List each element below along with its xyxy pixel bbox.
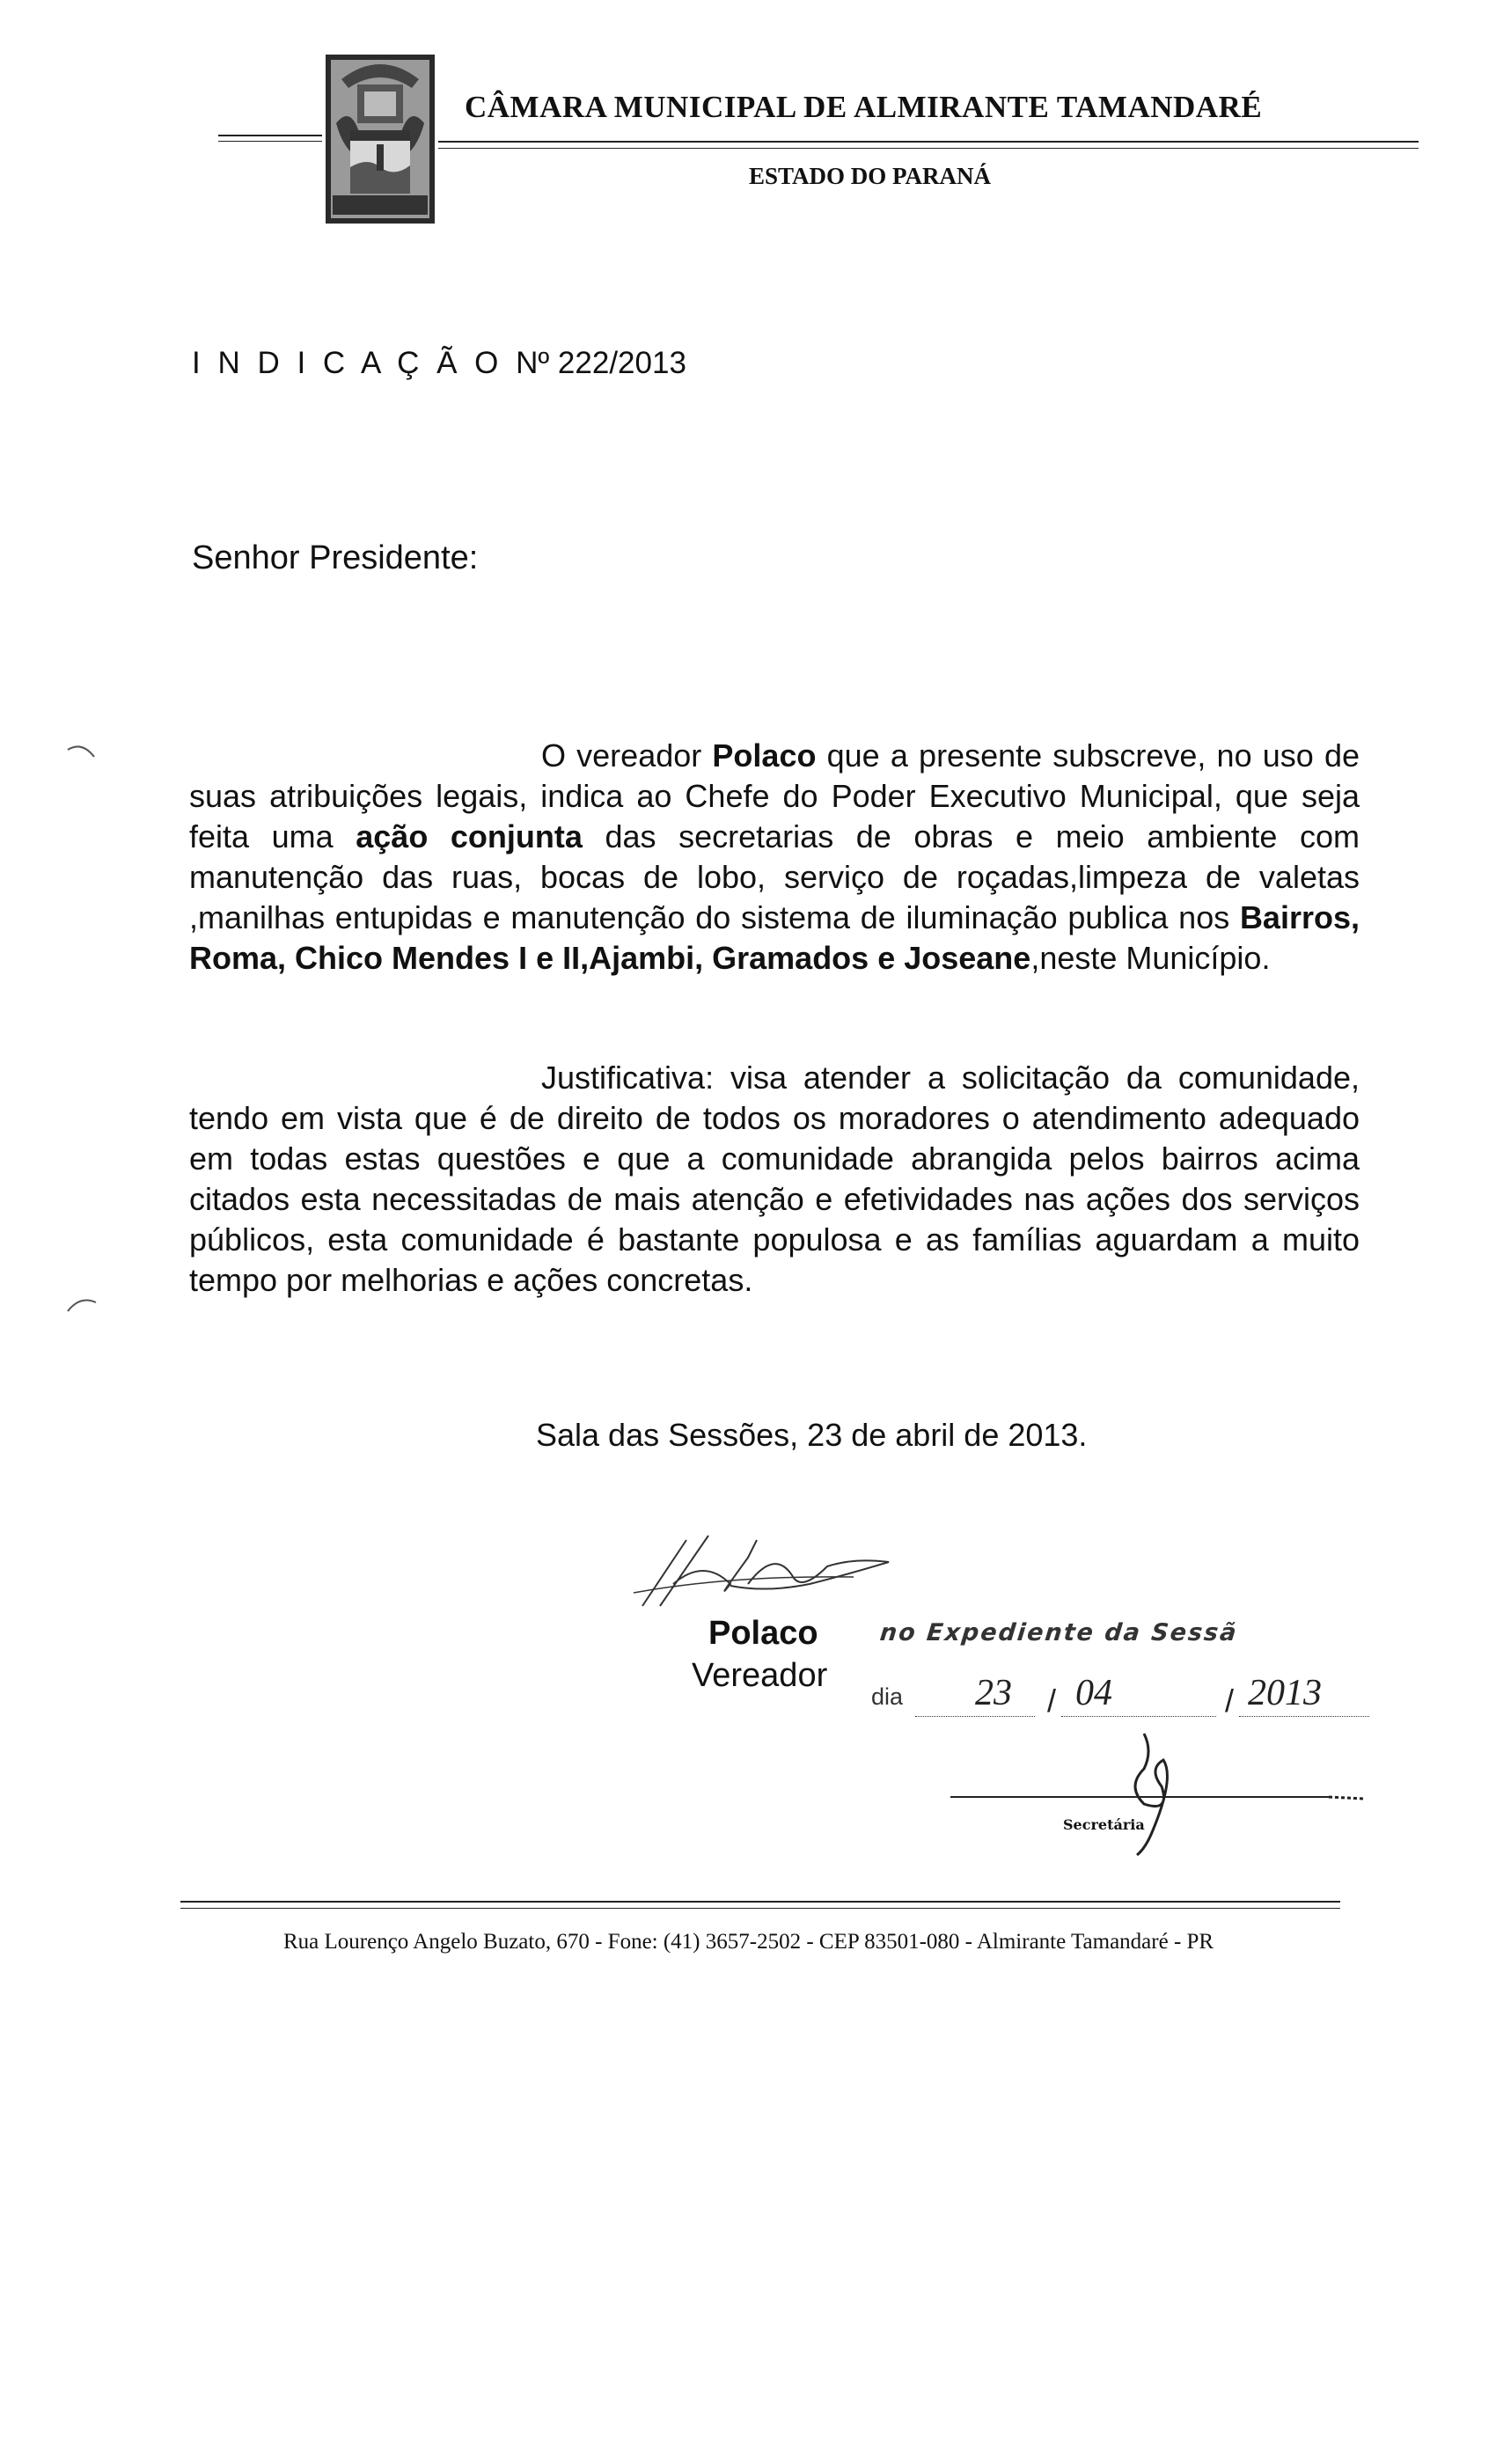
signer-role: Vereador [692, 1657, 828, 1694]
body-paragraph-justification [189, 1058, 1360, 1301]
bold-text-run: Bairros, Roma, Chico Mendes I e II,Ajambi, Gramados e Joseane [189, 899, 1360, 976]
header-rule [438, 148, 1419, 149]
stamp-year: 2013 [1248, 1673, 1322, 1713]
footer-rule [180, 1901, 1340, 1903]
stamp-text: no Expediente da Sessã [878, 1619, 1240, 1646]
text-run: das secretarias de obras e meio ambiente com manutenção das ruas, bocas de lobo, serviço de roçadas,limpeza de valetas ,manilhas entupidas e manutenção do sistema de iluminação publica nos [189, 818, 1360, 935]
stamp-separator: / [1225, 1683, 1235, 1719]
title-number: Nº 222/2013 [516, 346, 686, 380]
stamp-underline [915, 1716, 1035, 1717]
margin-mark-icon [66, 739, 101, 766]
stamp-signature-icon [906, 1725, 1399, 1857]
coat-of-arms-icon [324, 53, 436, 225]
header-rule [218, 141, 322, 142]
state-name: ESTADO DO PARANÁ [749, 163, 992, 189]
text-run: Justificativa: visa atender a solicitação da comunidade, tendo em vista que é de direito de todos os moradores o atendimento adequado em todas estas questões e que a comunidade abrangida pelos bairros acima citados esta necessitadas de mais atenção e efetividades nas ações dos serviços públicos, esta comunidade é bastante populosa e as famílias aguardam a muito tempo por melhorias e ações concretas. [189, 1060, 1360, 1298]
organization-name: CÂMARA MUNICIPAL DE ALMIRANTE TAMANDARÉ [465, 90, 1263, 124]
bold-text-run: ação conjunta [356, 818, 583, 854]
stamp-separator: / [1047, 1683, 1057, 1719]
header-rule [218, 135, 322, 136]
margin-mark-icon [66, 1292, 101, 1318]
salutation: Senhor Presidente: [192, 539, 479, 576]
signature-icon [625, 1522, 906, 1619]
text-run: que a presente subscreve, no uso de suas atribuições legais, indica ao Chefe do Poder Executivo Municipal, que seja feita uma [189, 737, 1360, 854]
title-prefix: I N D I C A Ç Ã O [192, 346, 503, 380]
stamp-month: 04 [1075, 1673, 1112, 1713]
document-title [192, 346, 686, 381]
text-run: ,neste Município. [1030, 940, 1271, 976]
body-paragraph-request [189, 736, 1360, 979]
stamp-day-label: dia [871, 1683, 904, 1710]
stamp-role: Secretária [1063, 1816, 1145, 1833]
signer-name: Polaco [708, 1615, 818, 1652]
stamp-underline [1239, 1716, 1369, 1717]
closing-place-date: Sala das Sessões, 23 de abril de 2013. [536, 1417, 1088, 1453]
header-rule [438, 141, 1419, 143]
stamp-underline [1061, 1716, 1216, 1717]
footer-address: Rua Lourenço Angelo Buzato, 670 - Fone: (41) 3657-2502 - CEP 83501-080 - Almirante Tamandaré - PR [283, 1930, 1214, 1954]
text-run: O vereador [541, 737, 713, 774]
blank-area [0, 2077, 1496, 2464]
stamp-day: 23 [975, 1673, 1012, 1713]
footer-rule [180, 1908, 1340, 1909]
bold-text-run: Polaco [712, 737, 817, 774]
